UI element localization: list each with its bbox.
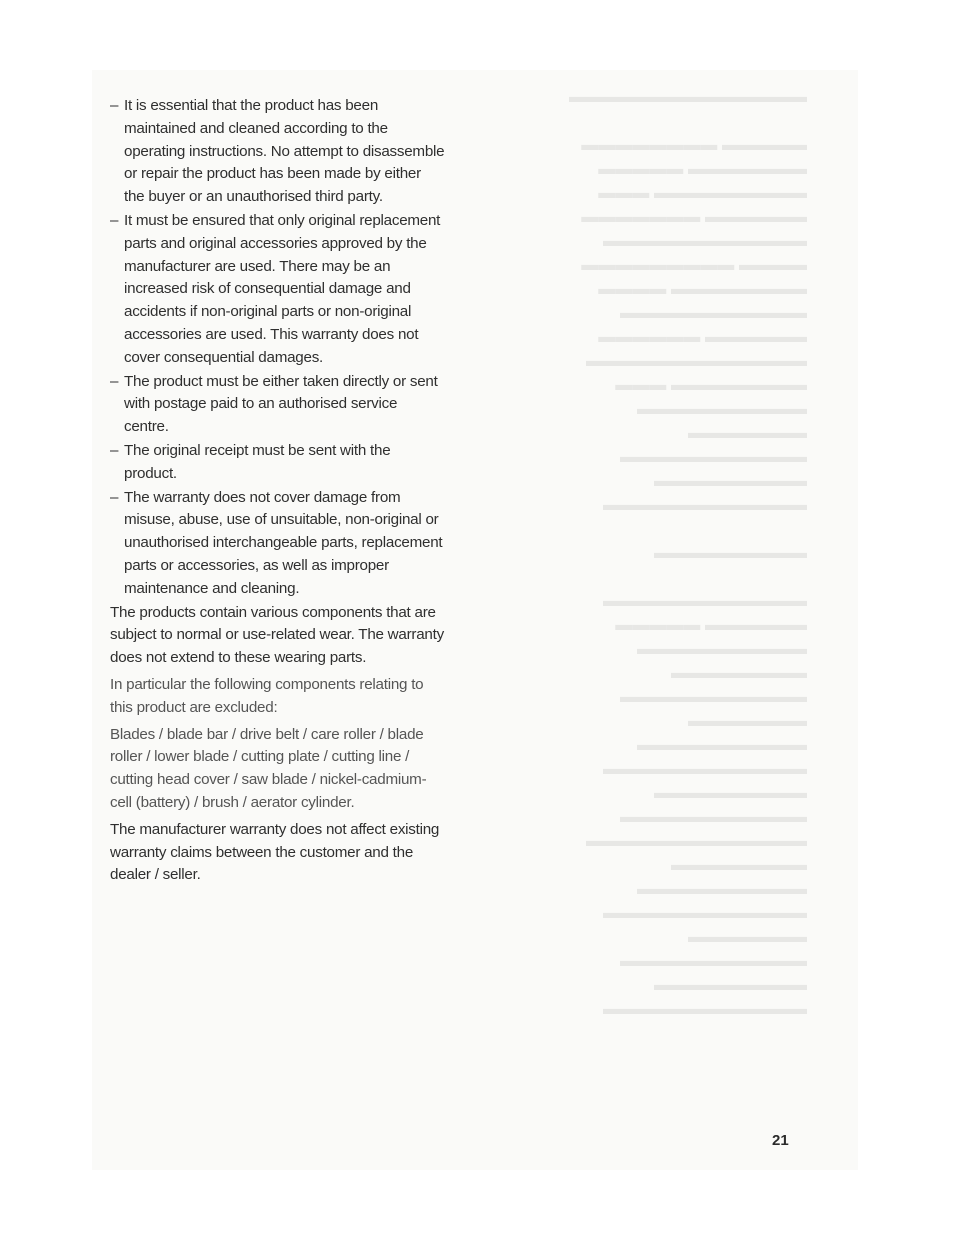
warranty-conditions-list xyxy=(110,95,445,601)
dealer-claims-paragraph: The manufacturer warranty does not affect existing warranty claims between the customer and the dealer / seller. xyxy=(110,820,440,884)
wear-parts-paragraph: The products contain various components that are subject to normal or use-related wear. The warranty does not extend to these wearing parts. xyxy=(110,603,444,667)
list-item: – It is essential that the product has been maintained and cleaned according to the operating instructions. No attempt to disassemble or repair the product has been made by either the buyer or an unauthorised third party. xyxy=(110,97,445,206)
list-item-text: The warranty does not cover damage from misuse, abuse, use of unsuitable, non-original or unauthorised interchangeable parts, replacement parts or accessories, as well as improper maintenance and cleaning. xyxy=(124,488,443,597)
list-item: – The original receipt must be sent with the product. xyxy=(110,441,391,482)
list-item-text: It is essential that the product has been maintained and cleaned according to the operating instructions. No attempt to disassemble or repair the product has been made by either the buyer or an unauthorised third party. xyxy=(124,97,445,206)
list-item: – The warranty does not cover damage from misuse, abuse, use of unsuitable, non-original or unauthorised interchangeable parts, replacement parts or accessories, as well as improper maintenance and cleaning. xyxy=(110,488,443,597)
excluded-intro-paragraph: In particular the following components relating to this product are excluded: xyxy=(110,675,424,716)
list-item: – The product must be either taken directly or sent with postage paid to an authorised service centre. xyxy=(110,372,438,436)
page-number: 21 xyxy=(772,1132,789,1149)
list-item-text: The original receipt must be sent with the product. xyxy=(124,441,391,482)
warranty-text-column xyxy=(110,95,445,891)
list-item-text: It must be ensured that only original replacement parts and original accessories approved by the manufacturer are used. There may be an increased risk of consequential damage and accidents if non-original parts or non-original accessories are used. This warranty does not cover consequential damages. xyxy=(124,211,441,366)
show-through-text: ▬▬▬▬▬▬▬▬▬▬▬▬▬▬ ▬▬▬▬▬ ▬▬▬▬▬▬▬▬ ▬▬▬▬▬▬▬ ▬▬▬▬▬ ▬▬▬▬▬▬▬▬▬ ▬▬▬ ▬▬▬▬▬▬ ▬▬▬▬▬▬▬ ▬▬▬▬▬▬▬▬▬▬▬▬ ▬▬▬▬ ▬▬▬▬▬▬▬▬▬ ▬▬▬▬▬▬▬▬ ▬▬▬▬ ▬▬▬▬▬▬▬▬▬▬▬ ▬▬▬▬▬▬ ▬▬▬▬▬▬ ▬▬▬▬▬▬▬▬▬▬▬▬▬ ▬▬▬▬▬▬▬▬ ▬▬▬ ▬▬▬▬▬▬▬▬▬▬ ▬▬▬▬▬▬▬ ▬▬▬▬▬▬▬▬▬▬▬ ▬▬▬▬▬▬▬▬▬ ▬▬▬▬▬▬▬▬▬▬▬▬ ▬▬▬▬▬▬▬▬▬ ▬▬▬▬▬▬▬▬▬▬▬▬ ▬▬▬▬▬▬ ▬▬▬▬▬ ▬▬▬▬▬▬▬▬▬▬ ▬▬▬▬▬▬▬▬ ▬▬▬▬▬▬▬▬▬▬▬ ▬▬▬▬▬▬▬ ▬▬▬▬▬▬▬▬▬▬ ▬▬▬▬▬▬▬▬▬▬▬▬ ▬▬▬▬▬▬▬▬▬ ▬▬▬▬▬▬▬▬▬▬▬ ▬▬▬▬▬▬▬▬▬▬▬▬▬ ▬▬▬▬▬▬▬▬ ▬▬▬▬▬▬▬▬▬▬ ▬▬▬▬▬▬▬▬▬▬▬▬ ▬▬▬▬▬▬▬ ▬▬▬▬▬▬▬▬▬▬▬ ▬▬▬▬▬▬▬▬▬ ▬▬▬▬▬▬▬▬▬▬▬▬ xyxy=(569,87,807,1018)
list-item: – It must be ensured that only original replacement parts and original accessories approved by the manufacturer are used. There may be an increased risk of consequential damage and accidents if non-original parts or non-original accessories are used. This warranty does not cover consequential damages. xyxy=(110,211,441,366)
list-item-text: The product must be either taken directly or sent with postage paid to an authorised service centre. xyxy=(124,372,438,436)
excluded-components-paragraph: Blades / blade bar / drive belt / care roller / blade roller / lower blade / cutting plate / cutting line / cutting head cover / saw blade / nickel-cadmium-cell (battery) / brush / aerator cylinder. xyxy=(110,725,427,811)
